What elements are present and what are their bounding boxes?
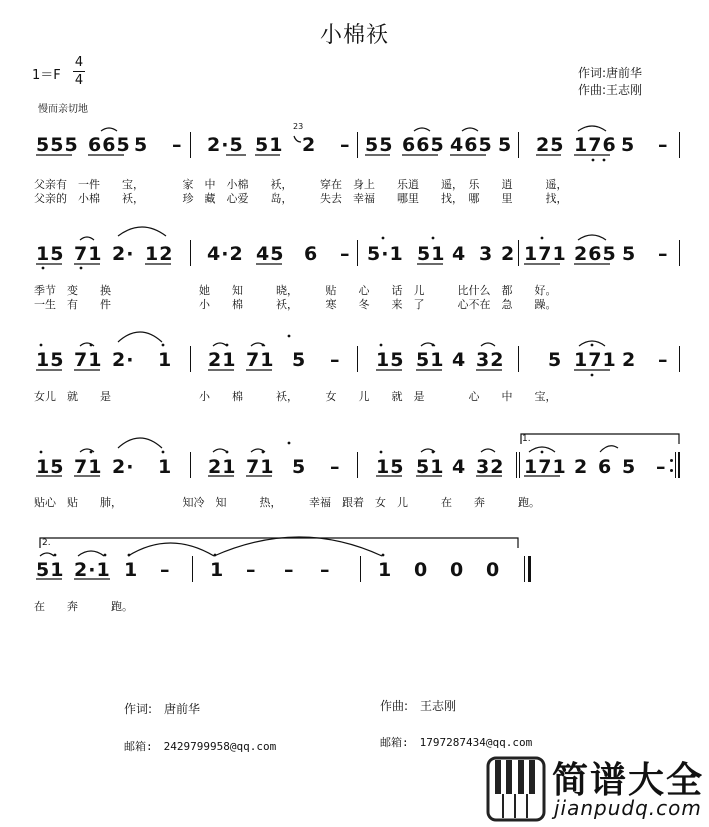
footer-lyricist-email: 邮箱: 2429799958@qq.com xyxy=(124,740,277,753)
note-group: 15 xyxy=(36,243,65,265)
note-group: 4 xyxy=(452,243,467,265)
key-signature: 1＝F xyxy=(32,68,61,83)
note-group: – xyxy=(330,349,341,371)
site-logo xyxy=(486,752,706,824)
note-group: 665 xyxy=(88,134,131,156)
note-group: 1 xyxy=(158,456,173,478)
logo-url: jianpudq.com xyxy=(554,796,702,820)
note-group: 5 xyxy=(622,243,637,265)
note-group: 51 xyxy=(416,456,445,478)
note-group: 4 xyxy=(452,349,467,371)
note-group: 71 xyxy=(74,349,103,371)
note-group: 21 xyxy=(208,349,237,371)
note-group: – xyxy=(320,559,331,581)
lyrics-line: 一生 有 件 小 棉 袄， 寒 冬 来 了 心不在 急 躁。 xyxy=(34,298,557,311)
lyrics-line: 父亲有 一件 宝， 家 中 小棉 袄， 穿在 身上 乐逍 遥， 乐 逍 遥， xyxy=(34,178,568,191)
note-group: – xyxy=(658,243,669,265)
note-group: 5 xyxy=(622,456,637,478)
note-group: 55 xyxy=(365,134,394,156)
note-group: 2· xyxy=(112,349,135,371)
note-group: 45 xyxy=(256,243,285,265)
note-group: 4 xyxy=(452,456,467,478)
note-group: – xyxy=(160,559,171,581)
grace-note: 23 xyxy=(293,122,304,131)
note-group: – xyxy=(172,134,183,156)
logo-text: 简谱大全 xyxy=(552,760,705,801)
note-group: – xyxy=(284,559,295,581)
note-group: 0 xyxy=(486,559,501,581)
note-group: 3 xyxy=(479,243,494,265)
note-group: 265 xyxy=(574,243,617,265)
note-group: 171 xyxy=(574,349,617,371)
note-group: – xyxy=(340,243,351,265)
note-group: – xyxy=(246,559,257,581)
note-group: 4·2 xyxy=(207,243,244,265)
note-group: – xyxy=(658,134,669,156)
note-group: 1 xyxy=(158,349,173,371)
note-group: 176 xyxy=(574,134,617,156)
note-group: 2 xyxy=(302,134,317,156)
note-group: – xyxy=(656,456,667,478)
note-group: 32 xyxy=(476,349,505,371)
meter-bottom: 4 xyxy=(74,73,84,88)
note-group: 2 xyxy=(501,243,516,265)
note-group: – xyxy=(340,134,351,156)
volta-label: 2. xyxy=(42,538,51,548)
note-group: 51 xyxy=(416,349,445,371)
note-group: 51 xyxy=(36,559,65,581)
note-group: 12 xyxy=(145,243,174,265)
note-group: 71 xyxy=(74,456,103,478)
note-group: – xyxy=(658,349,669,371)
note-group: 2· xyxy=(112,456,135,478)
note-group: 5 xyxy=(621,134,636,156)
note-group: 0 xyxy=(450,559,465,581)
note-group: 21 xyxy=(208,456,237,478)
note-group: 15 xyxy=(376,456,405,478)
note-group: 2 xyxy=(574,456,589,478)
note-group: 5 xyxy=(292,456,307,478)
piano-keys-icon xyxy=(486,756,546,822)
note-group: 0 xyxy=(414,559,429,581)
note-group: 51 xyxy=(417,243,446,265)
note-group: 51 xyxy=(255,134,284,156)
lyrics-line: 父亲的 小棉 袄， 珍 藏 心爱 岛， 失去 幸福 哪里 找， 哪 里 找， xyxy=(34,192,568,205)
note-group: 555 xyxy=(36,134,79,156)
composer-credit: 作曲:王志刚 xyxy=(578,83,643,97)
lyrics-line: 女儿 就 是 小 棉 袄， 女 儿 就 是 心 中 宝， xyxy=(34,390,557,403)
note-group: 5 xyxy=(548,349,563,371)
note-group: 5 xyxy=(134,134,149,156)
note-group: 71 xyxy=(246,349,275,371)
note-group: 5·1 xyxy=(367,243,404,265)
lyricist-credit: 作词:唐前华 xyxy=(578,66,643,80)
note-group: 5 xyxy=(292,349,307,371)
note-group: 171 xyxy=(524,243,567,265)
note-group: 171 xyxy=(524,456,567,478)
lyrics-line: 在 奔 跑。 xyxy=(34,600,133,613)
note-group: 6 xyxy=(598,456,613,478)
note-group: 465 xyxy=(450,134,493,156)
footer-lyricist: 作词: 唐前华 xyxy=(124,702,201,716)
note-group: 25 xyxy=(536,134,565,156)
volta-label: 1. xyxy=(522,434,531,444)
footer-composer-email: 邮箱: 1797287434@qq.com xyxy=(380,736,533,749)
note-group: 2·5 xyxy=(207,134,244,156)
footer-composer: 作曲: 王志刚 xyxy=(380,699,457,713)
note-group: 1 xyxy=(378,559,393,581)
note-group: 5 xyxy=(498,134,513,156)
lyrics-line: 季节 变 换 她 知 晓， 贴 心 话 儿 比什么 都 好。 xyxy=(34,284,557,297)
note-group: 6 xyxy=(304,243,319,265)
note-group: 2·1 xyxy=(74,559,111,581)
note-group: 32 xyxy=(476,456,505,478)
note-group: 1 xyxy=(210,559,225,581)
meter-top: 4 xyxy=(74,55,84,70)
note-group: 1 xyxy=(124,559,139,581)
note-group: 15 xyxy=(376,349,405,371)
note-group: 15 xyxy=(36,349,65,371)
note-group: 15 xyxy=(36,456,65,478)
note-group: 2 xyxy=(622,349,637,371)
note-group: 71 xyxy=(246,456,275,478)
page-title: 小棉袄 xyxy=(319,23,389,48)
lyrics-line: 贴心 贴 肺， 知冷 知 热， 幸福 跟着 女 儿 在 奔 跑。 xyxy=(34,496,540,509)
tempo-marking: 慢而亲切地 xyxy=(38,104,88,115)
note-group: 665 xyxy=(402,134,445,156)
note-group: 71 xyxy=(74,243,103,265)
note-group: – xyxy=(330,456,341,478)
note-group: 2· xyxy=(112,243,135,265)
